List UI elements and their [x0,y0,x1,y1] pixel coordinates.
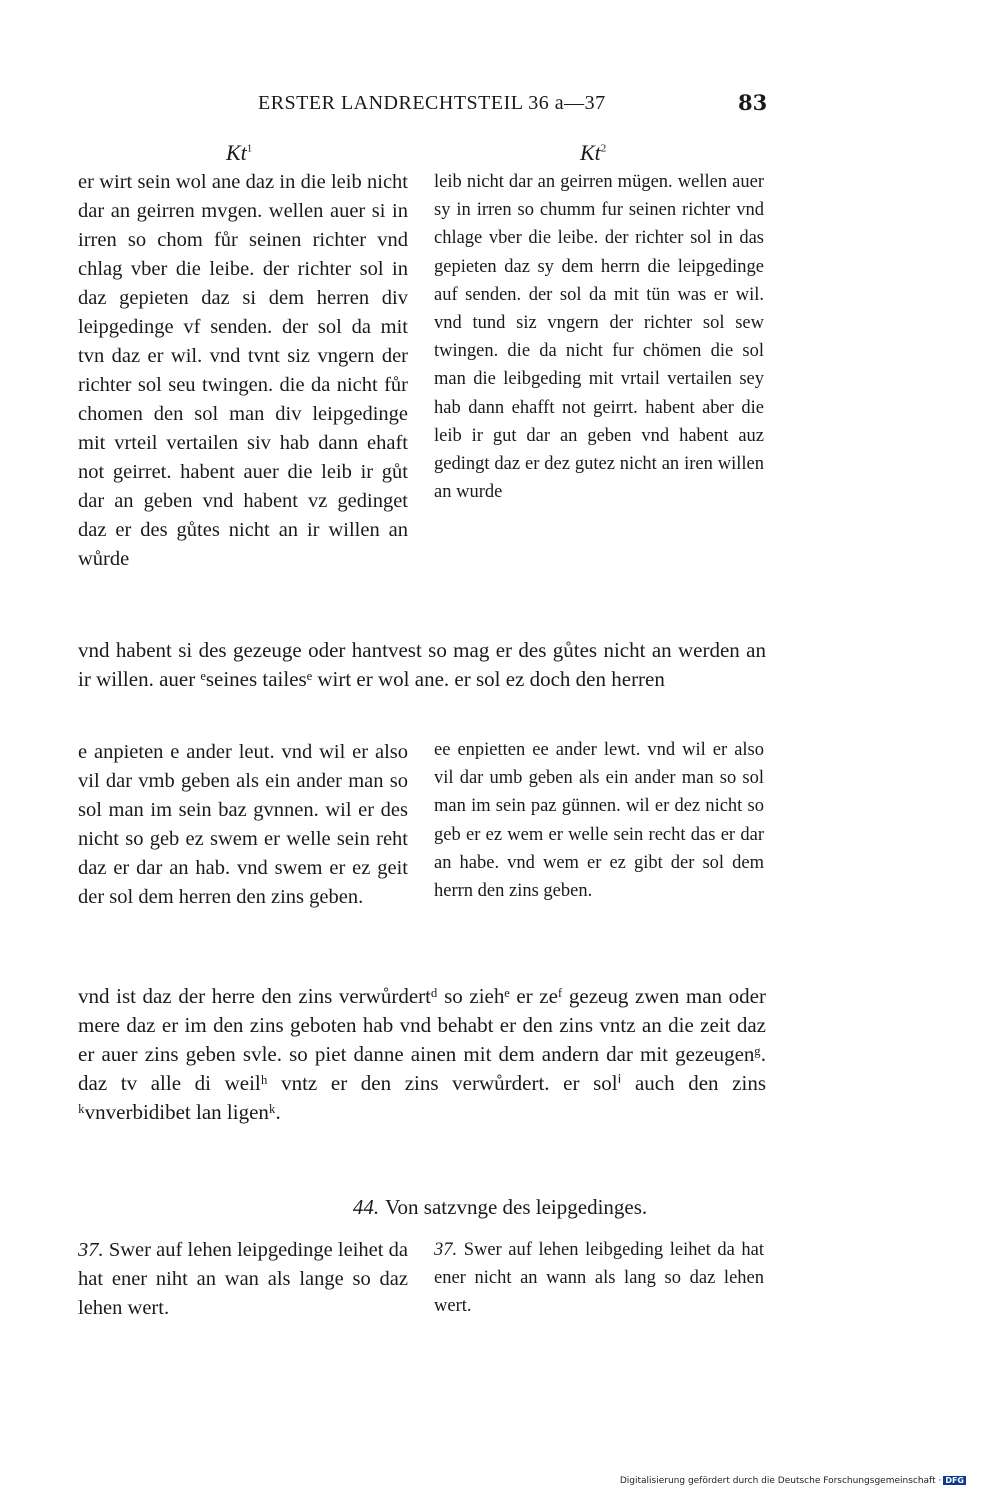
block3-right-column [434,1236,764,1321]
siglum-right-text: Kt [580,140,601,165]
siglum-left-sup: 1 [246,142,253,155]
block1-right-column: leib nicht dar an geirren mügen. wellen auer sy in irren so chumm fur seinen richter vnd chlage vber die leibe. der richter sol in das gepieten daz sy dem herrn die leipgedinge auf senden. der sol da mit tün was er wil. vnd tund siz vngern der richter sol sew twingen. die da nicht fur chömen die sol man die leibgeding mit vrtail vertailen sey hab dann ehafft not geirrt. habent aber die leib ir gut dar an geben vnd habent auz gedingt daz er dez gutez nicht an iren willen an wurde [434,172,764,503]
section-title: Von satzvnge des leipgedinges. [385,1195,648,1219]
section-number: 44. [352,1195,380,1219]
block3-left-column [78,1236,408,1323]
siglum-left [226,140,252,166]
siglum-left-text: Kt [226,140,247,165]
credit-text: Digitalisierung gefördert durch die Deutsche Forschungsgemeinschaft · [619,1476,942,1486]
siglum-right-sup: 2 [600,142,607,155]
block2-right-column: ee enpietten ee ander lewt. vnd wil er also vil dar umb geben als ein ander man so sol man im sein paz günnen. wil er dez nicht so geb er ez wem er welle sein recht das er dar an habe. vnd wem er ez gibt der sol dem herrn den zins geben. [434,740,764,902]
page-number: 83 [738,90,768,115]
block2-left-column: e anpieten e ander leut. vnd wil er also vil dar vmb geben als ein ander man so sol man im sein baz gvnnen. wil er des nicht so geb ez swem er welle sein reht daz er dar an hab. vnd swem er ez geit der sol dem herren den zins geben. [78,741,408,908]
section-heading [0,1195,1000,1220]
siglum-right [580,140,606,166]
digitization-credit [620,1476,966,1486]
block3-right-text: Swer auf lehen leibgeding leihet da hat ener nicht an wann als lang so daz lehen wert. [434,1240,765,1317]
block1-left-column: er wirt sein wol ane daz in die leib nicht dar an geirren mvgen. wellen auer si in irren so chom fůr seinen richter vnd chlag vber die leibe. der richter sol in daz gepieten daz si dem herren div leipgedinge vf senden. der sol da mit tvn daz er wil. vnd tvnt siz vngern der richter sol seu twingen. die da nicht fůr chomen den sol man div leipgedinge mit vrteil vertailen siv hab dann ehaft not geirret. habent auer die leib ir gůt dar an geben vnd habent vz gedinget daz er des gůtes nicht an ir willen an wůrde [78,171,408,570]
paragraph-number-left: 37. [78,1239,104,1261]
dfg-logo: DFG [945,1476,964,1485]
full-width-paragraph-1: vnd habent si des gezeuge oder hantvest so mag er des gůtes nicht an werden an ir willen. auer ᵉseines tailesᵉ wirt er wol ane. er sol ez doch den herren [78,638,766,691]
full-width-paragraph-2: vnd ist daz der herre den zins verwůrdertᵈ so ziehᵉ er zeᶠ gezeug zwen man oder mere daz er im den zins geboten hab vnd behabt er den zins vntz an die zeit daz er auer zins geben svle. so piet danne ainen mit dem andern dar mit gezeugenᵍ. daz tv alle di weilʰ vntz er den zins verwůrdert. er solⁱ auch den zins ᵏvnverbidibet lan ligenᵏ. [78,984,766,1124]
paragraph-number-right: 37. [434,1240,458,1260]
block3-left-text: Swer auf lehen leipgedinge leihet da hat ener niht an wan als lange so daz lehen wert. [78,1239,409,1319]
running-head: ERSTER LANDRECHTSTEIL 36 a—37 [258,92,606,114]
